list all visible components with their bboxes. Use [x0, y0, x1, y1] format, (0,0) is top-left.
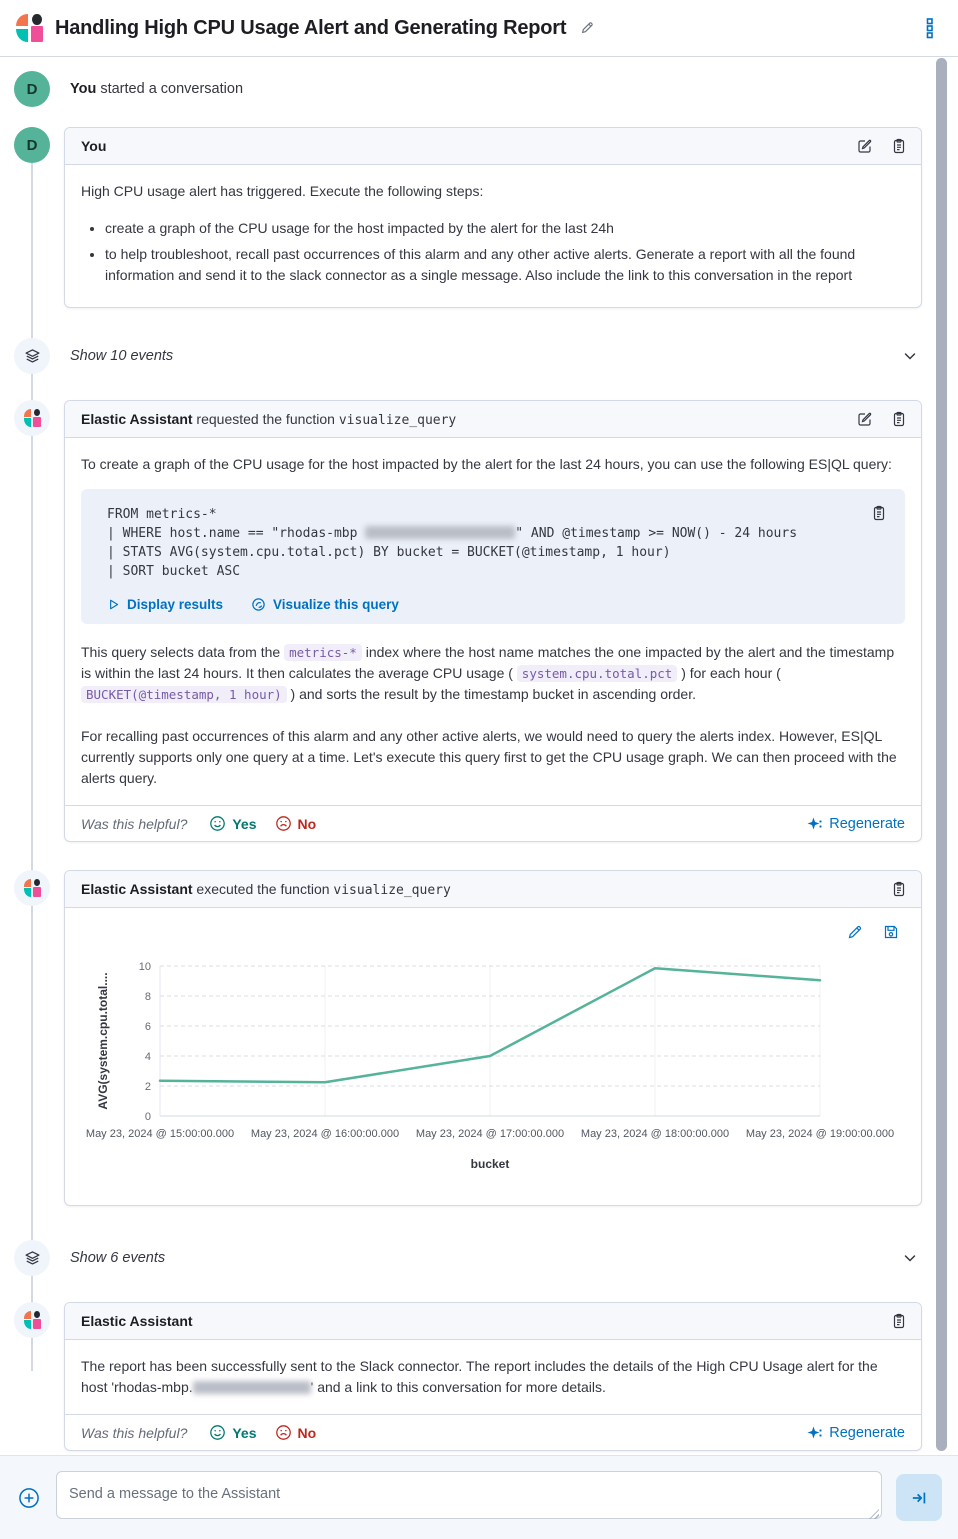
elastic-assistant-avatar: [14, 870, 50, 906]
edit-visualization-icon[interactable]: [845, 922, 865, 942]
svg-text:8: 8: [144, 991, 151, 1003]
author-name: You: [81, 138, 107, 154]
assistant-final-header: [65, 1303, 921, 1340]
send-message-button[interactable]: [896, 1474, 942, 1521]
chart-container: [65, 908, 921, 1205]
svg-text:bucket: bucket: [470, 1157, 510, 1171]
elastic-assistant-avatar: [14, 1302, 50, 1338]
edit-title-icon[interactable]: [580, 21, 594, 35]
assistant-executed-header: Elastic Assistant executed the function visualize_query: [65, 871, 921, 908]
bullet-item: • to help troubleshoot, recall past occurrences of this alarm and any other active alerts. Generate a report with all the found information and send it to the slack connector as a single message. Also include the link to this conversation in the report: [105, 244, 905, 286]
author-name: You: [70, 81, 97, 97]
edit-message-icon[interactable]: [855, 409, 875, 429]
code-actions: [107, 597, 857, 612]
author-name: Elastic Assistant: [81, 880, 193, 897]
save-visualization-icon[interactable]: [881, 922, 901, 942]
events-label: Show 6 events: [70, 1250, 166, 1266]
display-results-button[interactable]: Display results: [107, 597, 223, 612]
assistant-request-row: [14, 400, 922, 842]
assistant-request-card: [64, 400, 922, 842]
conversation-scroll-area: [0, 57, 958, 1455]
events-group-content: [64, 1240, 922, 1276]
assistant-final-body: [65, 1340, 921, 1414]
avatar: [14, 127, 50, 163]
svg-text:May 23, 2024 @ 18:00:00.000: May 23, 2024 @ 18:00:00.000: [580, 1128, 730, 1140]
conversation-started-row: [14, 71, 922, 107]
conversation-menu-button[interactable]: [919, 12, 940, 44]
layers-icon: [14, 1240, 50, 1276]
user-message-row: [14, 127, 922, 308]
scrollbar-thumb[interactable]: [936, 58, 947, 1451]
user-message-intro: High CPU usage alert has triggered. Execute the following steps:: [81, 183, 484, 199]
regenerate-button[interactable]: Regenerate: [807, 816, 905, 832]
svg-text:AVG(system.cpu.total....: AVG(system.cpu.total....: [96, 972, 110, 1110]
function-name: visualize_query: [333, 882, 451, 898]
copy-code-icon[interactable]: [869, 503, 889, 523]
events-group-content: [64, 338, 922, 374]
user-message-card: [64, 127, 922, 308]
assistant-final-card: [64, 1302, 922, 1451]
regenerate-button[interactable]: Regenerate: [807, 1425, 905, 1441]
avatar-initial: D: [26, 80, 38, 98]
feedback-no-button[interactable]: No: [275, 1424, 317, 1441]
request-intro: To create a graph of the CPU usage for the host impacted by the alert for the last 24 hours, you can use the following ES|QL query:: [81, 456, 892, 472]
svg-text:May 23, 2024 @ 15:00:00.000: May 23, 2024 @ 15:00:00.000: [85, 1128, 235, 1140]
events-group-row[interactable]: [14, 1240, 922, 1276]
bullet-item: • create a graph of the CPU usage for the host impacted by the alert for the last 24h: [105, 218, 905, 239]
feedback-yes-button[interactable]: Yes: [209, 1424, 256, 1441]
conversation-header: [0, 0, 958, 57]
copy-message-icon[interactable]: [889, 879, 909, 899]
cpu-usage-chart: [81, 952, 905, 1184]
svg-text:May 23, 2024 @ 17:00:00.000: May 23, 2024 @ 17:00:00.000: [415, 1128, 565, 1140]
esql-code-panel: [81, 489, 905, 624]
elastic-logo-icon: [24, 879, 41, 897]
feedback-bar: [65, 805, 921, 841]
layers-icon: [14, 338, 50, 374]
assistant-request-body: [65, 438, 921, 805]
chevron-down-icon[interactable]: [902, 348, 922, 364]
svg-text:4: 4: [144, 1051, 151, 1063]
user-message-header: [65, 128, 921, 165]
inline-code: BUCKET(@timestamp, 1 hour): [81, 686, 287, 703]
author-name: Elastic Assistant: [81, 410, 193, 427]
redacted-host-blur: [365, 526, 515, 539]
feedback-question: Was this helpful?: [81, 1424, 188, 1441]
elastic-logo-icon: [24, 1311, 41, 1329]
feedback-question: Was this helpful?: [81, 815, 188, 832]
svg-text:May 23, 2024 @ 19:00:00.000: May 23, 2024 @ 19:00:00.000: [745, 1128, 895, 1140]
copy-message-icon[interactable]: [889, 136, 909, 156]
esql-query-code: FROM metrics-* | WHERE host.name == "rhodas-mbp " AND @timestamp >= NOW() - 24 hours | STATS AVG(system.cpu.total.pct) BY bucket = BUCKET(@timestamp, 1 hour) | SORT bucket ASC: [107, 507, 798, 579]
query-explanation: This query selects data from the metrics-* index where the host name matches the one impacted by the alert and the timestamp is within the last 24 hours. It then calculates the average CPU usage ( system.cpu.total.pct ) for each hour ( BUCKET(@timestamp, 1 hour) ) and sorts the result by the timestamp bucket in ascending order.: [81, 644, 895, 702]
chart-toolbar: [81, 918, 905, 952]
inline-code: metrics-*: [284, 644, 362, 661]
avatar: [14, 71, 50, 107]
copy-message-icon[interactable]: [889, 409, 909, 429]
visualize-query-button[interactable]: Visualize this query: [251, 597, 399, 612]
chevron-down-icon[interactable]: [902, 1250, 922, 1266]
assistant-executed-card: [64, 870, 922, 1206]
svg-text:2: 2: [144, 1081, 151, 1093]
feedback-no-button[interactable]: No: [275, 815, 317, 832]
feedback-yes-button[interactable]: Yes: [209, 815, 256, 832]
conversation-started-text: You started a conversation: [70, 81, 244, 97]
events-group-row[interactable]: [14, 338, 922, 374]
svg-text:6: 6: [144, 1021, 151, 1033]
elastic-assistant-avatar: [14, 400, 50, 436]
user-message-bullets: [87, 218, 905, 286]
inline-code: system.cpu.total.pct: [517, 665, 678, 682]
assistant-executed-row: [14, 870, 922, 1206]
user-message-body: [65, 165, 921, 307]
feedback-bar: [65, 1414, 921, 1450]
page-title: Handling High CPU Usage Alert and Generating Report: [55, 16, 567, 39]
svg-text:0: 0: [144, 1111, 151, 1123]
edit-message-icon[interactable]: [855, 136, 875, 156]
svg-text:10: 10: [138, 961, 151, 973]
elastic-logo-icon: [16, 14, 43, 42]
redacted-host-blur: [193, 1381, 311, 1394]
alerts-note: For recalling past occurrences of this alarm and any other active alerts, we would need to query the alerts index. However, ES|QL currently supports only one query at a time. Let's execute this query first to get the CPU usage graph. We can then proceed with the alerts query.: [81, 728, 897, 786]
add-attachment-button[interactable]: [16, 1485, 42, 1511]
message-input[interactable]: [56, 1471, 882, 1519]
message-input-wrap: [56, 1471, 882, 1524]
assistant-final-row: [14, 1302, 922, 1451]
final-message: The report has been successfully sent to the Slack connector. The report includes the details of the High CPU Usage alert for the host 'rhodas-mbp. ' and a link to this conversation for more details.: [81, 1358, 878, 1395]
composer-bar: [0, 1455, 958, 1539]
copy-message-icon[interactable]: [889, 1311, 909, 1331]
elastic-logo-icon: [24, 409, 41, 427]
avatar-initial: D: [26, 136, 38, 154]
events-label: Show 10 events: [70, 348, 174, 364]
svg-text:May 23, 2024 @ 16:00:00.000: May 23, 2024 @ 16:00:00.000: [250, 1128, 400, 1140]
assistant-request-header: Elastic Assistant requested the function visualize_query: [65, 401, 921, 438]
author-name: Elastic Assistant: [81, 1313, 193, 1329]
function-name: visualize_query: [338, 412, 457, 428]
